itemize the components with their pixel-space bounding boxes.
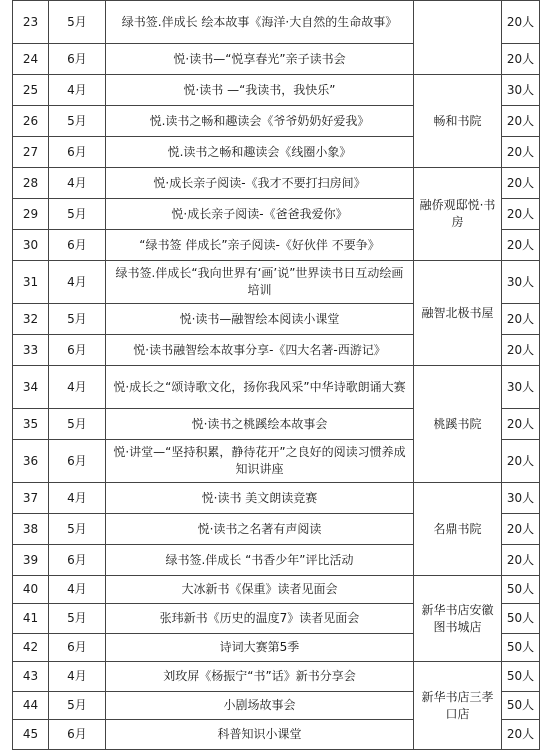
activity-cell: 绿书签.伴成长 绘本故事《海洋·大自然的生命故事》 — [106, 1, 414, 44]
attendance-cell: 20人 — [502, 720, 540, 750]
attendance-cell: 20人 — [502, 199, 540, 230]
row-number-cell: 30 — [13, 230, 49, 261]
table-row — [13, 75, 540, 106]
month-cell: 6月 — [49, 720, 106, 750]
activity-cell: 悦.读书之畅和趣读会《爷爷奶奶好爱我》 — [106, 106, 414, 137]
month-cell: 6月 — [49, 44, 106, 75]
activity-cell: “绿书签 伴成长”亲子阅读-《好伙伴 不要争》 — [106, 230, 414, 261]
row-number-cell: 25 — [13, 75, 49, 106]
row-number-cell: 35 — [13, 409, 49, 440]
activity-cell: 刘玫屏《杨振宁“书”话》新书分享会 — [106, 662, 414, 692]
table-row — [13, 576, 540, 604]
attendance-cell: 50人 — [502, 662, 540, 692]
month-cell: 4月 — [49, 366, 106, 409]
activity-cell: 悦·读书 美文朗读竞赛 — [106, 483, 414, 514]
activity-cell: 悦·读书之桃蹊绘本故事会 — [106, 409, 414, 440]
row-number-cell: 43 — [13, 662, 49, 692]
month-cell: 4月 — [49, 576, 106, 604]
activity-cell: 悦·成长亲子阅读-《我才不要打扫房间》 — [106, 168, 414, 199]
activity-cell: 悦.读书之畅和趣读会《线圈小象》 — [106, 137, 414, 168]
row-number-cell: 27 — [13, 137, 49, 168]
attendance-cell: 20人 — [502, 230, 540, 261]
attendance-cell: 20人 — [502, 545, 540, 576]
activity-cell: 绿书签.伴成长“我向世界有‘画’说”世界读书日互动绘画培训 — [106, 261, 414, 304]
activity-cell: 悦·读书—“悦享春光”亲子读书会 — [106, 44, 414, 75]
attendance-cell: 20人 — [502, 304, 540, 335]
month-cell: 4月 — [49, 261, 106, 304]
row-number-cell: 24 — [13, 44, 49, 75]
month-cell: 5月 — [49, 514, 106, 545]
row-number-cell: 26 — [13, 106, 49, 137]
month-cell: 6月 — [49, 230, 106, 261]
attendance-cell: 20人 — [502, 1, 540, 44]
month-cell: 5月 — [49, 1, 106, 44]
activity-cell: 绿书签.伴成长 “书香少年”评比活动 — [106, 545, 414, 576]
row-number-cell: 33 — [13, 335, 49, 366]
month-cell: 5月 — [49, 106, 106, 137]
attendance-cell: 30人 — [502, 261, 540, 304]
attendance-cell: 20人 — [502, 106, 540, 137]
venue-cell: 融侨观邸悦·书房 — [414, 168, 502, 261]
table-row — [13, 483, 540, 514]
month-cell: 4月 — [49, 662, 106, 692]
row-number-cell: 29 — [13, 199, 49, 230]
venue-cell: 桃蹊书院 — [414, 366, 502, 483]
row-number-cell: 28 — [13, 168, 49, 199]
month-cell: 5月 — [49, 409, 106, 440]
month-cell: 6月 — [49, 440, 106, 483]
month-cell: 5月 — [49, 692, 106, 720]
activity-cell: 小剧场故事会 — [106, 692, 414, 720]
row-number-cell: 23 — [13, 1, 49, 44]
row-number-cell: 31 — [13, 261, 49, 304]
row-number-cell: 44 — [13, 692, 49, 720]
row-number-cell: 41 — [13, 604, 49, 634]
table-row — [13, 1, 540, 44]
attendance-cell: 20人 — [502, 335, 540, 366]
venue-cell: 新华书店三孝口店 — [414, 662, 502, 750]
attendance-cell: 20人 — [502, 514, 540, 545]
month-cell: 5月 — [49, 199, 106, 230]
month-cell: 6月 — [49, 634, 106, 662]
attendance-cell: 20人 — [502, 168, 540, 199]
row-number-cell: 34 — [13, 366, 49, 409]
venue-cell: 畅和书院 — [414, 75, 502, 168]
table-body — [13, 1, 540, 750]
row-number-cell: 37 — [13, 483, 49, 514]
row-number-cell: 36 — [13, 440, 49, 483]
month-cell: 4月 — [49, 168, 106, 199]
activity-cell: 大冰新书《保重》读者见面会 — [106, 576, 414, 604]
attendance-cell: 50人 — [502, 604, 540, 634]
row-number-cell: 40 — [13, 576, 49, 604]
attendance-cell: 30人 — [502, 75, 540, 106]
table-row — [13, 168, 540, 199]
month-cell: 6月 — [49, 335, 106, 366]
row-number-cell: 45 — [13, 720, 49, 750]
activity-cell: 悦·讲堂—“坚持积累，静待花开”之良好的阅读习惯养成知识讲座 — [106, 440, 414, 483]
attendance-cell: 50人 — [502, 576, 540, 604]
attendance-cell: 50人 — [502, 692, 540, 720]
row-number-cell: 42 — [13, 634, 49, 662]
month-cell: 4月 — [49, 75, 106, 106]
attendance-cell: 20人 — [502, 137, 540, 168]
activity-cell: 悦·读书融智绘本故事分享-《四大名著-西游记》 — [106, 335, 414, 366]
month-cell: 4月 — [49, 483, 106, 514]
activity-cell: 张玮新书《历史的温度7》读者见面会 — [106, 604, 414, 634]
attendance-cell: 20人 — [502, 409, 540, 440]
venue-cell: 新华书店安徽图书城店 — [414, 576, 502, 662]
table-row — [13, 261, 540, 304]
row-number-cell: 39 — [13, 545, 49, 576]
activity-schedule-table — [12, 0, 540, 750]
table-row — [13, 662, 540, 692]
attendance-cell: 30人 — [502, 366, 540, 409]
table-row — [13, 366, 540, 409]
attendance-cell: 20人 — [502, 44, 540, 75]
venue-cell: 名鼎书院 — [414, 483, 502, 576]
attendance-cell: 50人 — [502, 634, 540, 662]
row-number-cell: 32 — [13, 304, 49, 335]
attendance-cell: 30人 — [502, 483, 540, 514]
month-cell: 5月 — [49, 304, 106, 335]
venue-cell: 融智北极书屋 — [414, 261, 502, 366]
month-cell: 5月 — [49, 604, 106, 634]
month-cell: 6月 — [49, 545, 106, 576]
activity-cell: 悦·读书之名著有声阅读 — [106, 514, 414, 545]
row-number-cell: 38 — [13, 514, 49, 545]
attendance-cell: 20人 — [502, 440, 540, 483]
activity-cell: 悦·成长之“颂诗歌文化，扬你我风采”中华诗歌朗诵大赛 — [106, 366, 414, 409]
activity-cell: 悦·成长亲子阅读-《爸爸我爱你》 — [106, 199, 414, 230]
venue-cell — [414, 1, 502, 75]
activity-cell: 悦·读书—融智绘本阅读小课堂 — [106, 304, 414, 335]
activity-cell: 科普知识小课堂 — [106, 720, 414, 750]
activity-cell: 诗词大赛第5季 — [106, 634, 414, 662]
activity-cell: 悦·读书 —“我读书，我快乐” — [106, 75, 414, 106]
month-cell: 6月 — [49, 137, 106, 168]
